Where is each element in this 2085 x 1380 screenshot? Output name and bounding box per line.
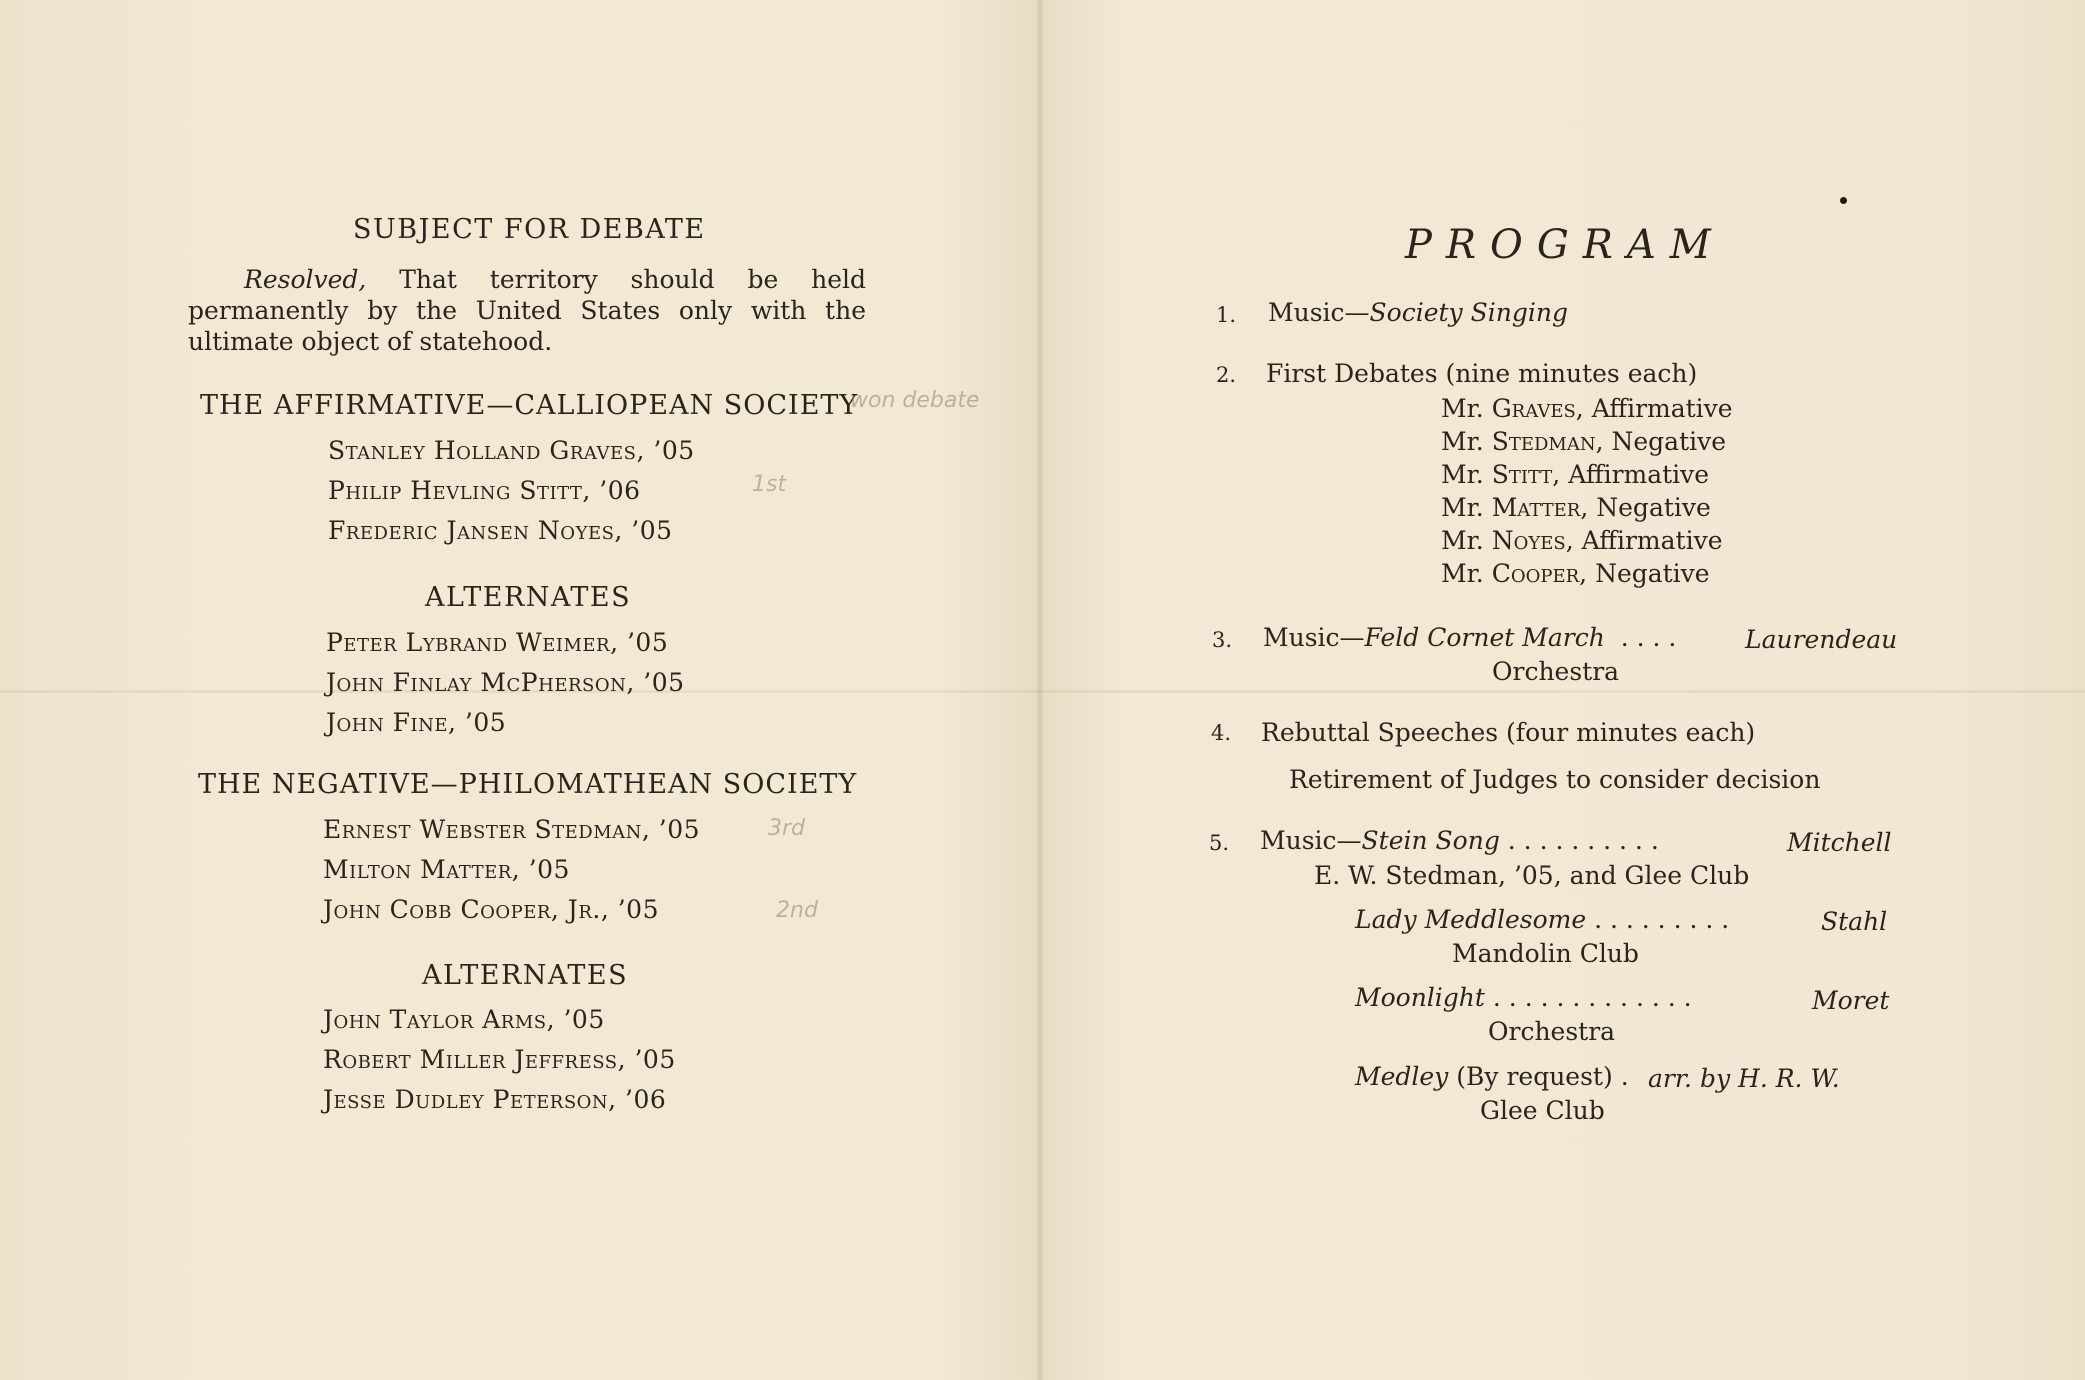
resolution-paragraph bbox=[188, 264, 866, 357]
composer: Stahl bbox=[1821, 907, 1888, 936]
music-extra: Medley (By request) . bbox=[1355, 1062, 1629, 1091]
item-number: 2. bbox=[1216, 363, 1237, 387]
negative-member: Milton Matter, ’05 bbox=[323, 855, 570, 884]
speaker-line: Mr. Stitt, Affirmative bbox=[1441, 460, 1710, 489]
pencil-note-2nd: 2nd bbox=[776, 898, 818, 923]
affirmative-heading: THE AFFIRMATIVE—CALLIOPEAN SOCIETY bbox=[200, 390, 859, 421]
composer: Laurendeau bbox=[1745, 625, 1898, 654]
composer: arr. by H. R. W. bbox=[1648, 1064, 1840, 1093]
negative-member: Ernest Webster Stedman, ’05 bbox=[323, 815, 701, 844]
pencil-note-1st: 1st bbox=[752, 472, 787, 497]
speaker-line: Mr. Matter, Negative bbox=[1441, 493, 1711, 522]
subject-heading: SUBJECT FOR DEBATE bbox=[353, 214, 706, 245]
speaker-line: Mr. Noyes, Affirmative bbox=[1441, 526, 1723, 555]
item-number: 1. bbox=[1216, 303, 1237, 327]
resolution-lead: Resolved, bbox=[244, 265, 367, 294]
program-item-3: Music—Feld Cornet March . . . . bbox=[1263, 623, 1677, 652]
item-subtext: Retirement of Judges to consider decision bbox=[1289, 765, 1821, 794]
negative-heading: THE NEGATIVE—PHILOMATHEAN SOCIETY bbox=[198, 769, 858, 800]
performer: Orchestra bbox=[1492, 657, 1620, 686]
negative-alternate: Jesse Dudley Peterson, ’06 bbox=[323, 1085, 667, 1114]
affirmative-alternate: Peter Lybrand Weimer, ’05 bbox=[326, 628, 669, 657]
music-extra: Lady Meddlesome . . . . . . . . . bbox=[1355, 905, 1730, 934]
pencil-note-won-debate: won debate bbox=[850, 388, 980, 413]
item-prefix: Music— bbox=[1268, 298, 1370, 327]
performer: Mandolin Club bbox=[1452, 939, 1639, 968]
program-item-1 bbox=[1268, 300, 1568, 325]
horizontal-fold bbox=[0, 690, 2085, 693]
speaker-line: Mr. Graves, Affirmative bbox=[1441, 394, 1733, 423]
item-number: 3. bbox=[1212, 628, 1233, 652]
affirmative-alternates-heading: ALTERNATES bbox=[425, 582, 632, 613]
item-number: 4. bbox=[1211, 721, 1232, 745]
item-title: Society Singing bbox=[1369, 298, 1568, 327]
performer: E. W. Stedman, ’05, and Glee Club bbox=[1314, 861, 1750, 890]
performer: Orchestra bbox=[1488, 1017, 1616, 1046]
performer: Glee Club bbox=[1480, 1096, 1605, 1125]
music-extra: Moonlight . . . . . . . . . . . . . bbox=[1355, 983, 1692, 1012]
speaker-line: Mr. Cooper, Negative bbox=[1441, 559, 1710, 588]
negative-member: John Cobb Cooper, Jr., ’05 bbox=[323, 895, 659, 924]
program-title: PROGRAM bbox=[1405, 222, 1725, 268]
affirmative-member: Stanley Holland Graves, ’05 bbox=[328, 436, 695, 465]
negative-alternates-heading: ALTERNATES bbox=[422, 960, 629, 991]
pencil-note-3rd: 3rd bbox=[768, 816, 806, 841]
affirmative-member: Frederic Jansen Noyes, ’05 bbox=[328, 516, 673, 545]
composer: Mitchell bbox=[1787, 828, 1892, 857]
item-text: Rebuttal Speeches (four minutes each) bbox=[1261, 718, 1756, 747]
negative-alternate: Robert Miller Jeffress, ’05 bbox=[323, 1045, 676, 1074]
negative-alternate: John Taylor Arms, ’05 bbox=[323, 1005, 605, 1034]
affirmative-member: Philip Hevling Stitt, ’06 bbox=[328, 476, 641, 505]
speaker-line: Mr. Stedman, Negative bbox=[1441, 427, 1727, 456]
composer: Moret bbox=[1812, 986, 1890, 1015]
resolution-text: That territory should be held permanently by the United States only with the ultimate object of statehood. bbox=[188, 265, 866, 356]
program-item-5: Music—Stein Song . . . . . . . . . . bbox=[1260, 826, 1659, 855]
affirmative-alternate: John Finlay McPherson, ’05 bbox=[326, 668, 685, 697]
item-number: 5. bbox=[1209, 831, 1230, 855]
item-text: First Debates (nine minutes each) bbox=[1266, 359, 1698, 388]
ink-dot bbox=[1840, 197, 1847, 204]
affirmative-alternate: John Fine, ’05 bbox=[326, 708, 507, 737]
